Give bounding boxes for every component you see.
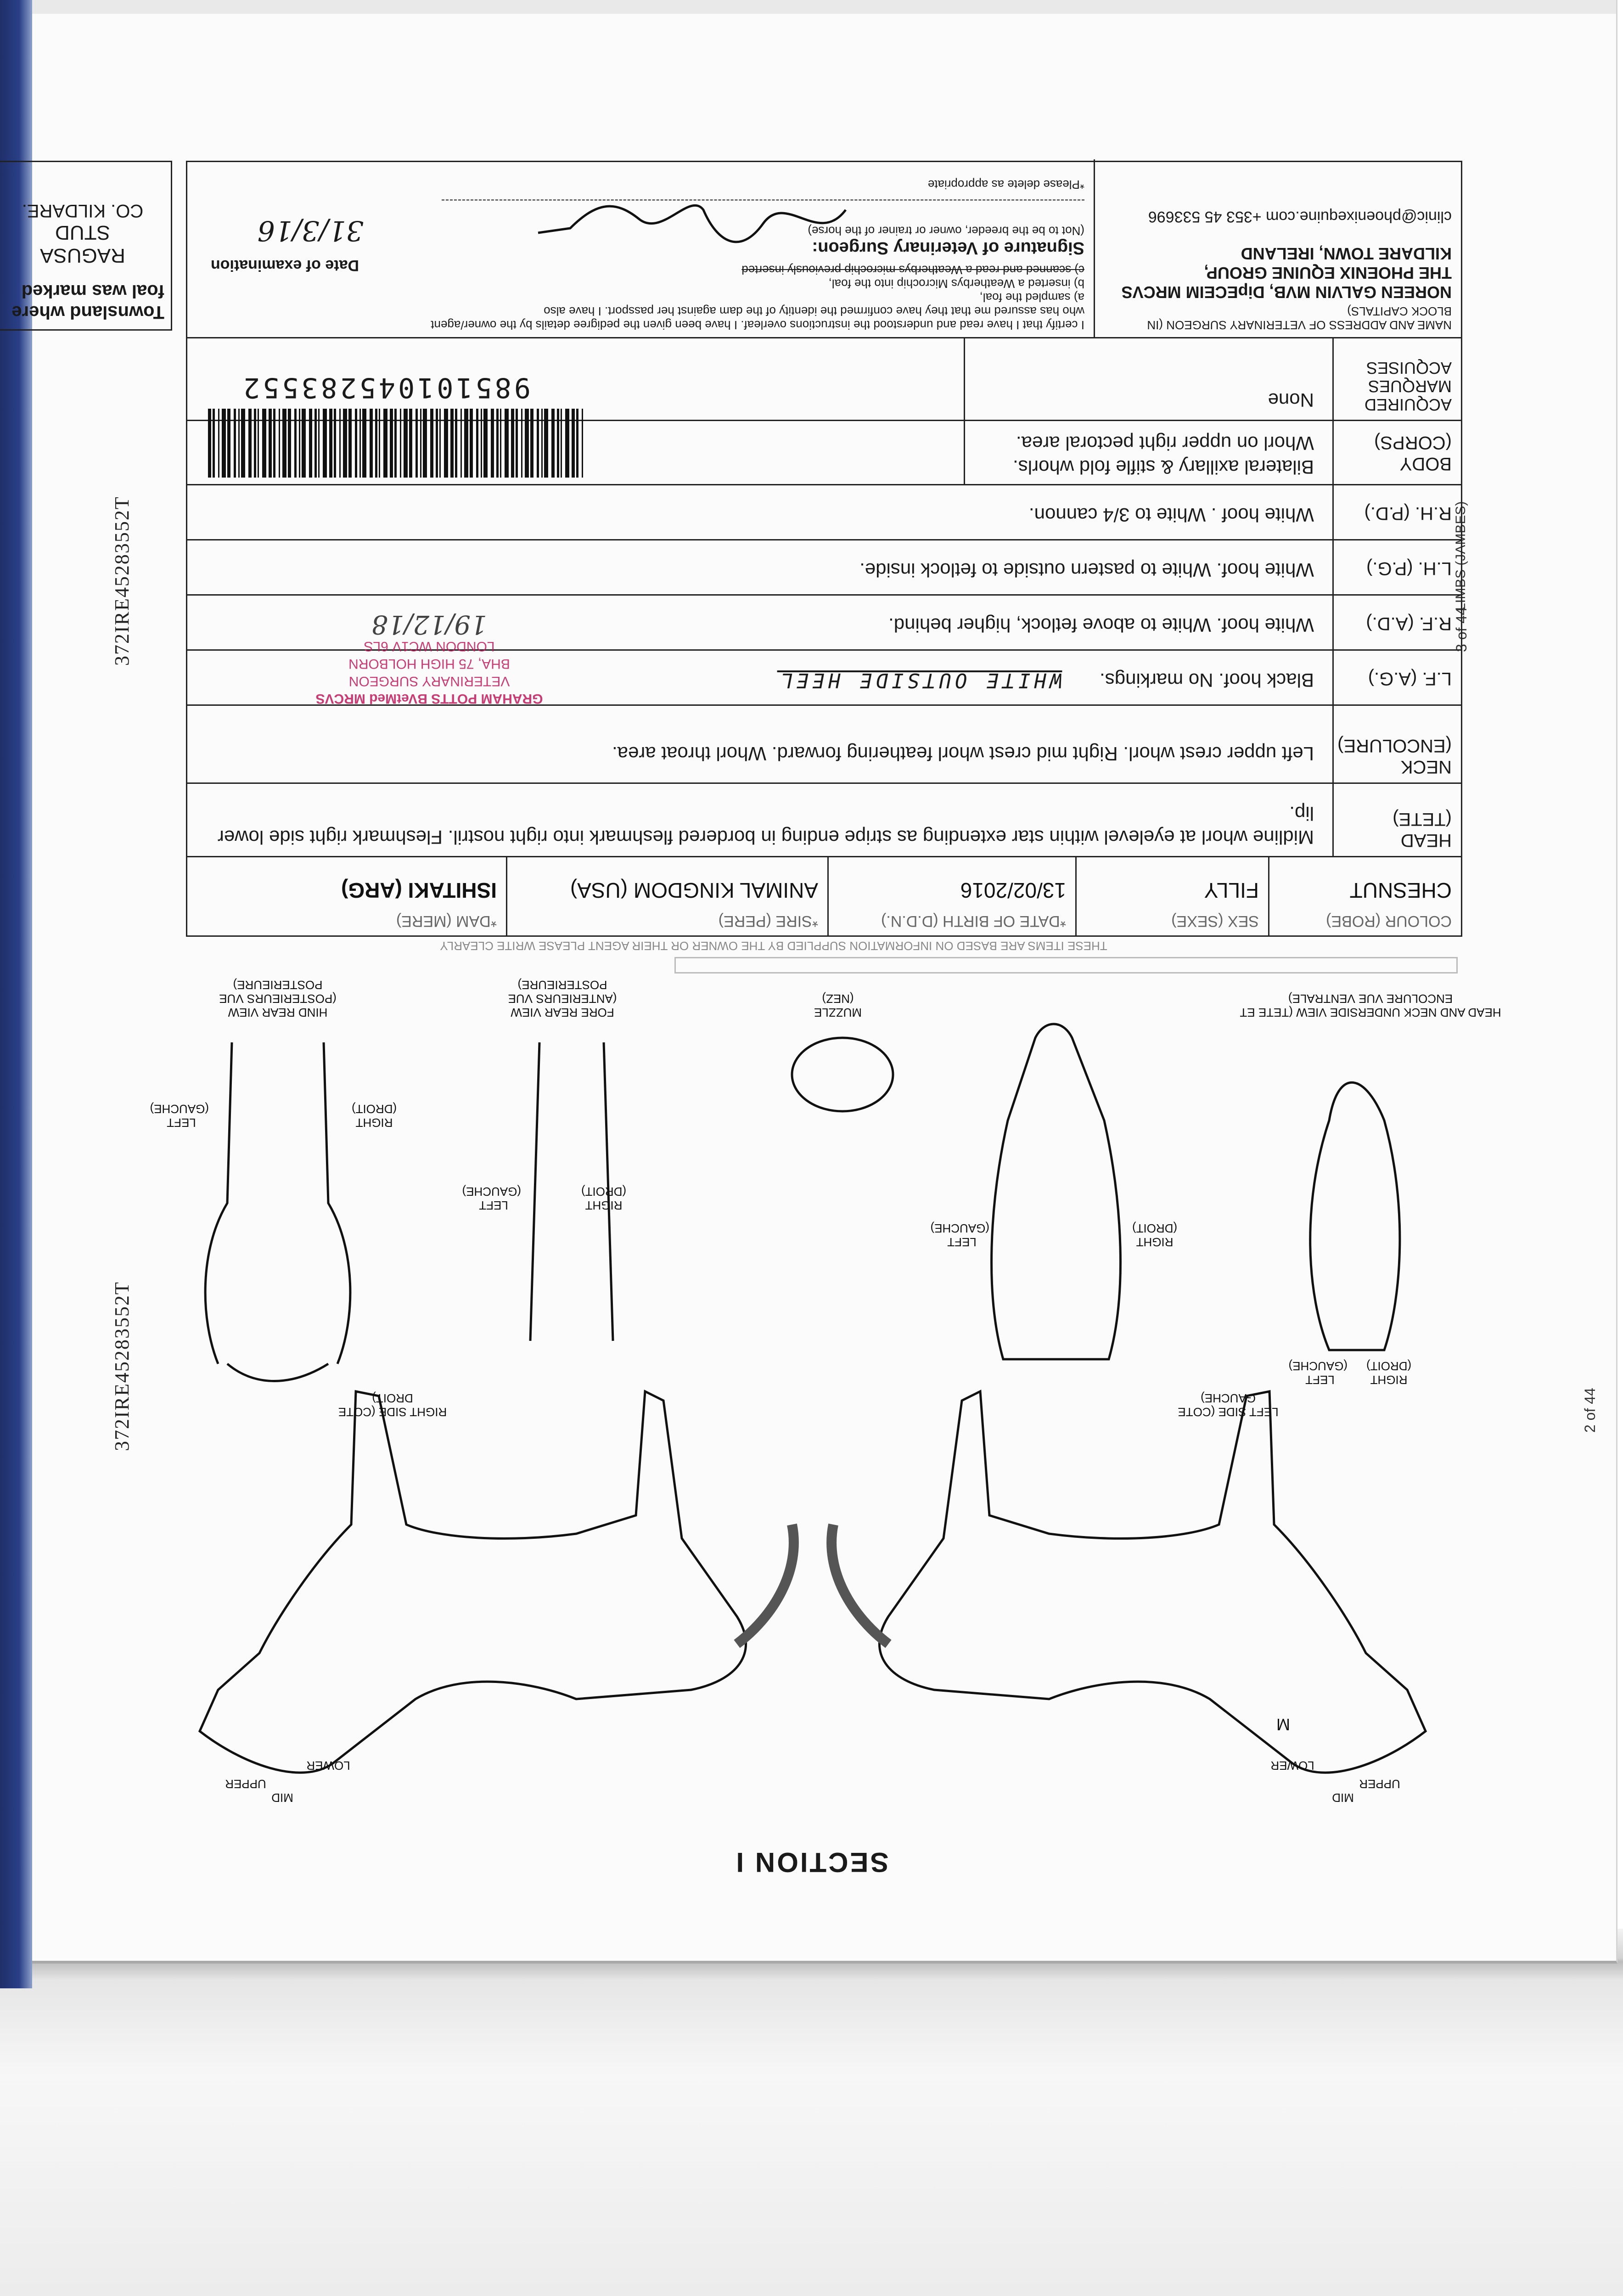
- identity-page: [0, 0, 1623, 955]
- barcode-bar: [551, 409, 555, 478]
- vet-stamp: [310, 546, 549, 707]
- colour-label: COLOUR (ROBE): [1326, 912, 1452, 930]
- townsland-heading: Townsland where foal was marked: [11, 281, 164, 322]
- barcode-bar: [273, 409, 275, 478]
- horse-diagrams: [0, 974, 1623, 1938]
- barcode-bar: [370, 409, 373, 478]
- limb-label-rf: R.F. (A.D.): [1332, 596, 1461, 651]
- neck-row: [187, 704, 1461, 784]
- barcode-bar: [234, 409, 236, 478]
- dob-label: *DATE OF BIRTH (D.D.N.): [881, 912, 1066, 930]
- barcode-bar: [476, 409, 478, 478]
- vet-block: [1094, 159, 1461, 338]
- barcode-bar: [496, 409, 499, 478]
- limb-label-lh: L.H. (P.G.): [1332, 540, 1461, 596]
- side-id-upper: 372IRE45283552T: [111, 496, 133, 666]
- dob-cell: [827, 857, 1075, 935]
- barcode-bar: [258, 409, 259, 478]
- label-right-hind: RIGHT (DROIT): [351, 1102, 397, 1130]
- barcode-bar: [516, 409, 518, 478]
- barcode-area: [186, 358, 585, 478]
- horse-head-neck-underside: [1310, 1082, 1400, 1350]
- barcode-bar: [483, 409, 488, 478]
- vet-signature: [534, 187, 855, 251]
- barcode-bar: [525, 409, 529, 478]
- barcode-bar: [544, 409, 548, 478]
- barcode-bar: [222, 409, 226, 478]
- barcode-bar: [461, 409, 462, 478]
- horse-right-side: [200, 1391, 746, 1773]
- notice-text: THESE ITEMS ARE BASED ON INFORMATION SUPPLIED BY THE OWNER OR THEIR AGENT PLEASE WRITE CLEARLY: [440, 939, 1107, 953]
- notice-box: [674, 957, 1458, 974]
- barcode-bar: [329, 409, 332, 478]
- label-right-head: RIGHT (DROIT): [1132, 1221, 1178, 1249]
- fore-leg-right: [530, 1042, 539, 1341]
- barcode-bar: [269, 409, 272, 478]
- townsland-line1: RAGUSA: [40, 244, 125, 267]
- barcode-bar: [323, 409, 327, 478]
- barcode-bar: [444, 409, 448, 478]
- barcode-bar: [314, 409, 317, 478]
- barcode-bar: [248, 409, 252, 478]
- barcode-bar: [288, 409, 291, 478]
- barcode-bar: [541, 409, 543, 478]
- barcode-bar: [348, 409, 352, 478]
- horse-left-side: [879, 1391, 1426, 1773]
- vet-org: THE PHOENIX EQUINE GROUP,: [1204, 264, 1452, 282]
- barcode-bar: [218, 409, 219, 478]
- label-left-fore: LEFT (GAUCHE): [462, 1185, 521, 1212]
- limb-label-rh: R.H. (P.D.): [1332, 485, 1461, 540]
- body-label: BODY (CORPS): [1332, 421, 1461, 485]
- neck-text: Left upper crest whorl. Right mid crest whorl feathering forward. Whorl throat area.: [612, 743, 1314, 765]
- barcode-bar: [318, 409, 320, 478]
- limb-text-rh: White hoof . White to 3/4 cannon.: [1028, 504, 1314, 526]
- head-label: HEAD (TETE): [1332, 784, 1461, 857]
- label-mid-right: MID: [271, 1791, 293, 1805]
- barcode-bar: [511, 409, 514, 478]
- sire-label: *SIRE (PERE): [718, 912, 818, 930]
- cert-line-3: a) sampled the foal,: [979, 291, 1084, 304]
- barcode-bar: [450, 409, 454, 478]
- vet-contact: clinic@phoenixequine.com +353 45 533696: [1148, 208, 1452, 225]
- label-fore-rear: FORE REAR VIEW (ANTERIEURS VUE POSTERIEURE): [508, 978, 617, 1019]
- vet-heading: NAME AND ADDRESS OF VETERINARY SURGEON (IN BLOCK CAPITALS): [1147, 304, 1452, 332]
- limb-text-lh: White hoof. White to pastern outside to fetlock inside.: [859, 559, 1314, 581]
- barcode-bar: [491, 409, 494, 478]
- barcode-bar: [379, 409, 380, 478]
- microchip-barcode: [204, 409, 585, 478]
- label-upper-right: UPPER: [225, 1777, 266, 1791]
- sire-value: ANIMAL KINGDOM (USA): [570, 878, 818, 902]
- label-upper-left: UPPER: [1359, 1777, 1400, 1791]
- barcode-bar: [227, 409, 230, 478]
- barcode-bar: [309, 409, 312, 478]
- label-left-head: LEFT (GAUCHE): [930, 1221, 989, 1249]
- signature-label: Signature of Veterinary Surgeon:: [812, 238, 1084, 258]
- barcode-bar: [254, 409, 256, 478]
- barcode-bar: [299, 409, 300, 478]
- barcode-bar: [334, 409, 336, 478]
- horse-head-front: [992, 1024, 1121, 1359]
- header-row: [187, 856, 1461, 935]
- acquired-divider: [964, 338, 965, 485]
- sex-label: SEX (SEXE): [1171, 912, 1259, 930]
- barcode-bar: [355, 409, 357, 478]
- townsland-box: [0, 161, 172, 331]
- label-left-hind: LEFT (GAUCHE): [150, 1102, 209, 1130]
- barcode-bar: [416, 409, 418, 478]
- label-left-head-neck: LEFT (GAUCHE): [1288, 1359, 1348, 1387]
- limb-text-rf: White hoof. White to above fetlock, higher behind.: [888, 614, 1314, 636]
- barcode-bar: [439, 409, 441, 478]
- barcode-bar: [339, 409, 341, 478]
- stamp-line4: LONDON WC1V 6LS: [364, 639, 495, 654]
- cert-line-4: b) inserted a Weatherbys Microchip into the foal,: [828, 277, 1084, 291]
- stamp-handwritten-date: 19/12/18: [371, 609, 487, 639]
- barcode-number: 985101045283552: [241, 371, 531, 404]
- barcode-bar: [537, 409, 539, 478]
- sex-cell: [1075, 857, 1268, 935]
- barcode-bar: [557, 409, 559, 478]
- barcode-bar: [238, 409, 240, 478]
- stamp-line1: GRAHAM POTTS BVetMed MRCVS: [315, 691, 543, 706]
- barcode-bar: [302, 409, 306, 478]
- label-head-neck: HEAD AND NECK UNDERSIDE VIEW (TETE ET ENCOLURE VUE VENTRALE): [1240, 992, 1501, 1019]
- cert-line-5: c) scanned and read a Weatherbys microchip previously inserted: [741, 263, 1084, 277]
- hind-rear-view: [205, 1042, 350, 1381]
- barcode-bar: [375, 409, 377, 478]
- barcode-bar: [208, 409, 211, 478]
- section-title: SECTION I: [734, 1847, 889, 1878]
- stamp-line3: BHA, 75 HIGH HOLBORN: [348, 656, 510, 671]
- vet-town: KILDARE TOWN, IRELAND: [1241, 244, 1452, 263]
- label-right-side: RIGHT SIDE (COTE DROIT): [338, 1391, 447, 1419]
- barcode-bar: [576, 409, 578, 478]
- dob-value: 13/02/2016: [960, 878, 1066, 902]
- signature-note: (Not to be the breeder, owner or trainer of the horse): [808, 224, 1084, 238]
- certification-block: [185, 159, 1094, 338]
- exam-date-label: Date of examination: [210, 257, 359, 274]
- limbs-side-label: LIMBS (JAMBES): [1453, 501, 1468, 611]
- barcode-bar: [455, 409, 457, 478]
- dam-label: *DAM (MERE): [396, 912, 497, 930]
- barcode-bar: [359, 409, 361, 478]
- barcode-bar: [521, 409, 522, 478]
- barcode-bar: [430, 409, 433, 478]
- limb-row-rh: [187, 484, 1461, 540]
- stamp-line2: VETERINARY SURGEON: [348, 674, 510, 689]
- delete-note: *Please delete as appropriate: [927, 178, 1084, 191]
- limb-label-lf: L.F. (A.G.): [1332, 651, 1461, 706]
- body-text: Bilateral axillary & stifle fold whorls. Whorl on upper right pectoral area.: [1013, 433, 1314, 478]
- exam-date-value: 31/3/16: [257, 214, 364, 247]
- cert-line-1: I certify that I have read and understood the instructions overleaf. I have been given the pedigree details by the owner/agent: [431, 318, 1084, 332]
- barcode-bar: [572, 409, 575, 478]
- barcode-bar: [282, 409, 286, 478]
- label-mid-left: MID: [1332, 1791, 1354, 1805]
- barcode-bar: [362, 409, 366, 478]
- page-number-upper: 3 of 44: [1453, 607, 1470, 652]
- barcode-bar: [262, 409, 266, 478]
- diagram-page: [0, 974, 1623, 1938]
- barcode-bar: [383, 409, 387, 478]
- label-hind-rear: HIND REAR VIEW (POSTERIEURS VUE POSTERIEURE): [219, 978, 337, 1019]
- dam-cell: [185, 857, 506, 935]
- vet-name: NOREEN GALVIN MVB, DipECEIM MRCVS: [1121, 283, 1452, 302]
- label-right-head-neck: RIGHT (DROIT): [1366, 1359, 1412, 1387]
- scan-bottom-shadow: [0, 1929, 1623, 2296]
- barcode-bar: [505, 409, 509, 478]
- barcode-bar: [530, 409, 534, 478]
- barcode-bar: [500, 409, 501, 478]
- colour-value: CHESNUT: [1349, 878, 1452, 902]
- barcode-bar: [423, 409, 427, 478]
- barcode-bar: [409, 409, 412, 478]
- label-muzzle: MUZZLE (NEZ): [814, 992, 862, 1019]
- barcode-bar: [561, 409, 562, 478]
- townsland-line2: STUD: [55, 221, 110, 244]
- barcode-bar: [582, 409, 583, 478]
- limb-text-lf-handwritten: WHITE OUTSIDE HEEL: [777, 669, 1062, 692]
- horse-muzzle: [792, 1038, 893, 1111]
- acquired-label: ACQUIRED MARQUES ACQUISES: [1332, 338, 1461, 421]
- cert-line-2: who has assured me that they have confirmed the identity of the dam against her passport. I have also: [544, 304, 1084, 318]
- label-left-side: LEFT SIDE (COTE GAUCHE): [1178, 1391, 1279, 1419]
- barcode-bar: [481, 409, 482, 478]
- barcode-bar: [420, 409, 421, 478]
- barcode-bar: [470, 409, 473, 478]
- dam-value: ISHITAKI (ARG): [341, 878, 497, 902]
- townsland-line3: CO. KILDARE.: [22, 201, 144, 221]
- barcode-bar: [464, 409, 468, 478]
- acquired-text: None: [1268, 389, 1314, 411]
- head-row: [187, 782, 1461, 857]
- colour-cell: [1268, 857, 1461, 935]
- barcode-bar: [343, 409, 347, 478]
- page-number-lower: 2 of 44: [1582, 1388, 1598, 1433]
- barcode-bar: [390, 409, 393, 478]
- barcode-bar: [294, 409, 297, 478]
- barcode-bar: [400, 409, 401, 478]
- barcode-bar: [213, 409, 215, 478]
- label-lower-left: LOWER: [1270, 1759, 1314, 1773]
- head-text: Midline whorl at eyelevel within star extending as stripe ending in bordered fleshmark into right nostril. Fleshmark right side lower lip.: [217, 803, 1314, 848]
- barcode-bar: [436, 409, 438, 478]
- barcode-bar: [279, 409, 280, 478]
- sex-value: FILLY: [1204, 878, 1259, 902]
- barcode-bar: [404, 409, 408, 478]
- label-m-left: M: [1276, 1715, 1290, 1734]
- label-lower-right: LOWER: [306, 1759, 350, 1773]
- limb-text-lf-print: Black hoof. No markings.: [1100, 670, 1314, 691]
- barcode-bar: [394, 409, 397, 478]
- neck-label: NECK (ENCOLURE): [1332, 706, 1461, 784]
- barcode-bar: [241, 409, 245, 478]
- label-right-fore: RIGHT (DROIT): [581, 1185, 627, 1212]
- sire-cell: [506, 857, 827, 935]
- side-id-lower: 372IRE45283552T: [111, 1281, 133, 1451]
- barcode-bar: [565, 409, 569, 478]
